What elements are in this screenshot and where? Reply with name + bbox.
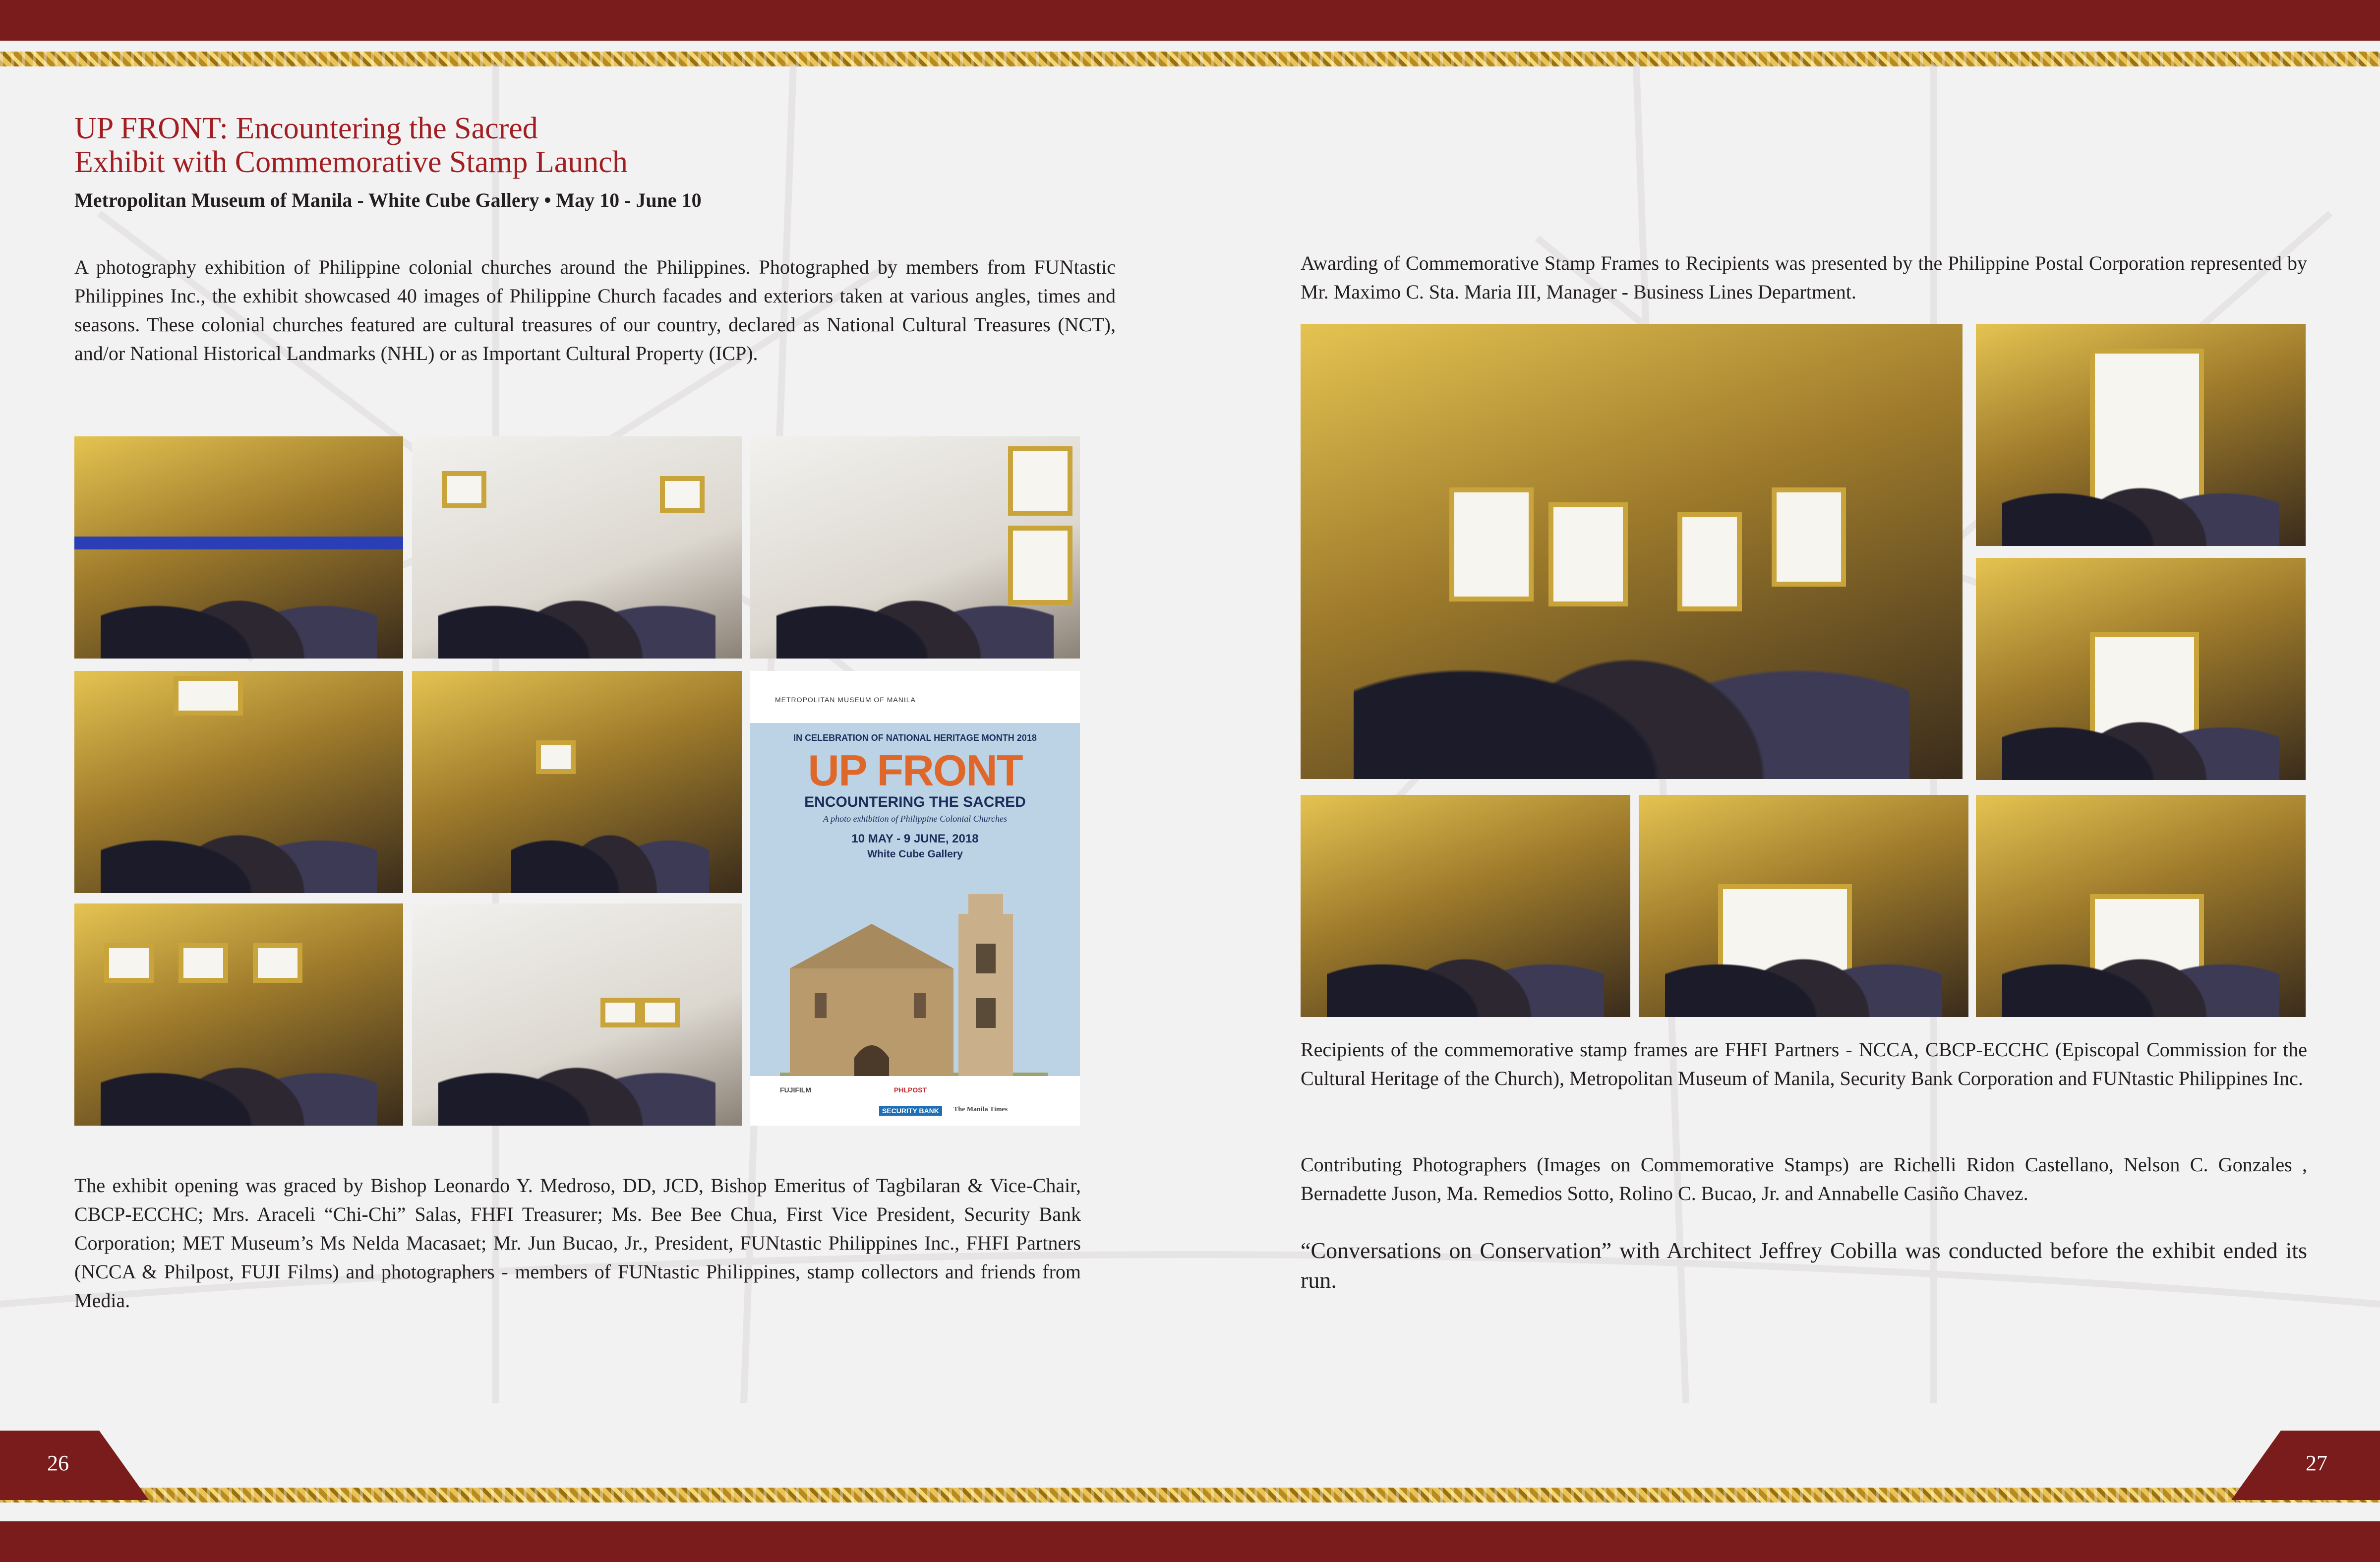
- recipients-paragraph: Recipients of the commemorative stamp frames are FHFI Partners - NCCA, CBCP-ECCHC (Episcopal Commission for the Cultural Heritage of the Church), Metropolitan Museum of Manila, Security Bank Corporation and FUNtastic Philippines Inc.: [1301, 1038, 2307, 1089]
- contributors-paragraph: Contributing Photographers (Images on Commemorative Stamps) are Richelli Ridon Castellano, Nelson C. Gonzales , Bernadette Juson, Ma. Remedios Sotto, Rolino C. Bucao, Jr. and Annabelle Casiño Chavez.: [1301, 1153, 2307, 1204]
- title-line-1: UP FRONT: Encountering the Sacred: [74, 112, 538, 145]
- poster-celebration: IN CELEBRATION OF NATIONAL HERITAGE MONTH 2018: [793, 733, 1037, 743]
- photo-ribbon-cutting: [74, 436, 403, 659]
- sponsor-phlpost: PHLPOST: [894, 1086, 927, 1094]
- right-page-number: 27: [2306, 1451, 2327, 1475]
- poster-headline: UP FRONT: [808, 746, 1022, 795]
- photo-group-selfie: [412, 903, 742, 1126]
- opening-paragraph: The exhibit opening was graced by Bishop Leonardo Y. Medroso, DD, JCD, Bishop Emeritus of Tagbilaran & Vice-Chair, CBCP-ECCHC; Mrs. Araceli “Chi-Chi” Salas, FHFI Treasurer; Ms. Bee Bee Chua, First Vice President, Security Bank Corporation; MET Museum’s Ms Nelda Macasaet; Mr. Jun Bucao, Jr., President, FUNtastic Philippines Inc., FHFI Partners (NCCA & Philpost, FUJI Films) and photographers - members of FUNtastic Philippines, stamp collectors and friends from Media.: [74, 1174, 1081, 1312]
- poster-subheadline: ENCOUNTERING THE SACRED: [804, 794, 1026, 810]
- photo-recipients-group: [1301, 324, 1963, 779]
- photo-bishop-viewing: [750, 436, 1080, 659]
- photo-gallery-visitors: [74, 903, 403, 1126]
- photo-partners-group: [1301, 795, 1630, 1017]
- left-page-number: 26: [47, 1451, 69, 1475]
- sponsor-fujifilm: FUJIFILM: [780, 1086, 811, 1094]
- photo-media-interview: [74, 671, 403, 893]
- poster-dates: 10 MAY - 9 JUNE, 2018: [851, 832, 979, 845]
- bottom-band: [0, 1521, 2380, 1562]
- photo-receiving-frame-4: [1976, 795, 2306, 1017]
- left-page-tab: [0, 1431, 149, 1500]
- photo-group-guests: [412, 436, 742, 659]
- conversations-paragraph: “Conversations on Conservation” with Architect Jeffrey Cobilla was conducted before the exhibit ended its run.: [1301, 1238, 2307, 1293]
- sponsor-security-bank: SECURITY BANK: [879, 1106, 942, 1116]
- poster-venue: White Cube Gallery: [867, 848, 963, 860]
- title-line-2: Exhibit with Commemorative Stamp Launch: [74, 145, 628, 179]
- top-band: [0, 0, 2380, 41]
- venue-subtitle: Metropolitan Museum of Manila - White Cube Gallery • May 10 - June 10: [74, 189, 702, 211]
- photo-bishop-receiving-frame: [1976, 324, 2306, 546]
- poster-description: A photo exhibition of Philippine Colonial Churches: [823, 814, 1007, 824]
- sponsor-manila-times: The Manila Times: [953, 1106, 1008, 1113]
- awarding-paragraph: Awarding of Commemorative Stamp Frames to Recipients was presented by the Philippine Postal Corporation represented by Mr. Maximo C. Sta. Maria III, Manager - Business Lines Department.: [1301, 252, 2307, 303]
- photo-receiving-frame-2: [1976, 558, 2306, 780]
- article-title: [74, 112, 628, 179]
- exhibit-poster: [750, 671, 1080, 1126]
- intro-paragraph: A photography exhibition of Philippine colonial churches around the Philippines. Photographed by members from FUNtastic Philippines Inc., the exhibit showcased 40 images of Philippine Church facades and exteriors taken at various angles, times and seasons. These colonial churches featured are cultural treasures of our country, declared as National Cultural Treasures (NCT), and/or National Historical Landmarks (NHL) or as Important Cultural Property (ICP).: [74, 256, 1116, 364]
- photo-receiving-frame-3: [1639, 795, 1968, 1017]
- bottom-gold-strip: [0, 1488, 2380, 1502]
- photo-podium-speech: [412, 671, 742, 893]
- poster-museum: METROPOLITAN MUSEUM OF MANILA: [775, 696, 916, 704]
